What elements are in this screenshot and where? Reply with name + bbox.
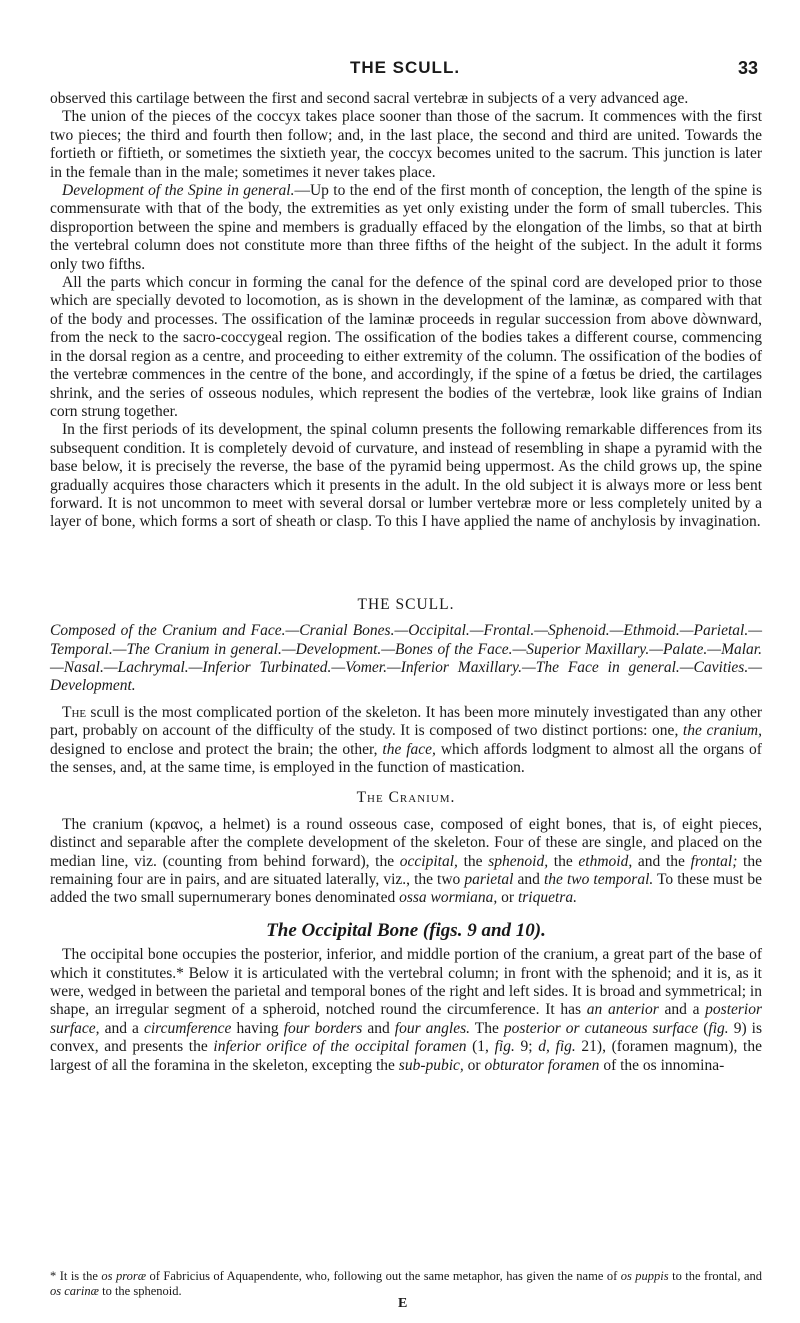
text-run: to the sphenoid. <box>98 1283 182 1298</box>
text-run: the remaining four are in pairs, and are situated laterally, viz., the two <box>50 852 762 889</box>
text-run: to the frontal, and <box>668 1269 762 1283</box>
italic-term: posterior surface, <box>50 1001 762 1037</box>
italic-term: os carinæ <box>50 1283 99 1298</box>
italic-term: parietal <box>464 871 514 889</box>
text-run: the <box>548 852 579 870</box>
italic-term: fig. <box>555 1038 576 1056</box>
italic-term: occipital, <box>399 852 458 870</box>
text-run: 21), (foramen magnum), the largest of all the foramina in the skeleton, excepting the <box>50 1038 762 1074</box>
italic-term: sphenoid, <box>488 852 549 870</box>
paragraph-continuation: observed this cartilage between the first and second sacral vertebræ in subjects of a very advanced age. <box>50 90 689 107</box>
italic-term: the cranium, <box>682 722 762 740</box>
text-run: scull is the most complicated portion of the skeleton. It has been more minutely investigated than any other part, probably on account of the difficulty of the study. It is composed of two distinct portions: one, <box>50 703 762 740</box>
italic-term: d, <box>538 1038 550 1056</box>
paragraph-early-periods: In the first periods of its development, the spinal column presents the following remarkable differences from its subsequent condition. It is completely devoid of curvature, and instead of resembling in shape a pyramid with the base below, it is precisely the reverse, the base of the pyramid being uppermost. As the child grows up, the spine gradually acquires those characters which it presents in the adult. In the old subject it is always more or less bent forward. It is not uncommon to meet with several dorsal or lumber vertebræ more or less completely united by a layer of bone, which forms a sort of sheath or clasp. To this I have applied the name of anchylosis by invagination. <box>50 421 762 531</box>
italic-term: sub-pubic, <box>398 1056 464 1074</box>
text-run: of Fabricius of Aquapendente, who, following out the same metaphor, has given the name of <box>146 1269 621 1283</box>
paragraph-lead-italic: Development of the Spine in general. <box>62 182 295 200</box>
italic-term: fig. <box>708 1019 729 1037</box>
text-run: The occipital bone occupies the posterior, inferior, and middle portion of the cranium, a great part of the base of which it constitutes.* Below it is articulated with the vertebral column; in front with the sphenoid; and it is, as it were, wedged in between the parietal and temporal bones of the right and left sides. It is broad and symmetrical; in shape, an irregular segment of a spheroid, notched round the circumference. It has <box>50 946 762 1019</box>
text-run: and a <box>99 1019 144 1037</box>
text-run: and a <box>658 1001 706 1019</box>
italic-term: fig. <box>494 1038 515 1056</box>
sub-heading-cranium: The Cranium. <box>356 789 456 807</box>
bone-heading-occipital <box>50 919 762 941</box>
text-run: The <box>470 1019 504 1037</box>
italic-term: triquetra. <box>517 889 577 907</box>
paragraph-ossification: All the parts which concur in forming the canal for the defence of the spinal cord are developed prior to those which are specially devoted to locomotion, as is shown in the development of the laminæ, as compared with that of the body and processes. The ossification of the laminæ proceeds in regular succession from above dòwnward, from the neck to the sacro-coccygeal region. The ossification of the bodies takes a different course, commencing in the dorsal region as a centre, and proceeding to either extremity of the column. The ossification of the bodies of the vertebræ commences in the centre of the bone, and accordingly, if the spine of a fœtus be dried, the cartilages shrink, and the series of osseous nodules, which represent the bodies of the vertebræ, look like grains of Indian corn strung together. <box>50 274 762 420</box>
text-run: and <box>362 1019 395 1037</box>
text-run: which affords lodgment to almost all the organs of the senses, and, at the same time, is employed in the function of mastication. <box>50 740 762 776</box>
text-run: and <box>513 871 544 889</box>
section-title-scull: THE SCULL. <box>357 595 455 613</box>
text-run: the <box>457 852 489 870</box>
paragraph-occipital <box>50 946 762 1075</box>
footnote <box>50 1269 762 1298</box>
section-contents: Composed of the Cranium and Face.—Cranial Bones.—Occipital.—Frontal.—Sphenoid.—Ethmoid.—Parietal.—Temporal.—The Cranium in general.—Development.—Bones of the Face.—Superior Maxillary.—Palate.—Malar.—Nasal.—Lachrymal.—Inferior Turbinated.—Vomer.—Inferior Maxillary.—The Face in general.—Cavities.—Development. <box>50 622 762 695</box>
italic-term: circumference <box>143 1019 232 1037</box>
italic-term: four angles. <box>394 1019 470 1037</box>
text-run: designed to enclose and protect the brain; the other, <box>50 740 383 758</box>
text-run: 9; <box>514 1038 539 1056</box>
text-run: having <box>231 1019 284 1037</box>
paragraph-spine-development <box>50 182 762 274</box>
italic-term: obturator foramen <box>484 1056 600 1074</box>
paragraph-cranium <box>50 816 762 908</box>
paragraph-coccyx-union: The union of the pieces of the coccyx takes place sooner than those of the sacrum. It commences with the first two pieces; the third and fourth then follow; and, in the last place, the second and third are united. Towards the fortieth or fiftieth, or sometimes the sixtieth year, the coccyx becomes united to the sacrum. This junction is later in the female than in the male; sometimes it never takes place. <box>50 108 762 181</box>
italic-term: ossa wormiana, <box>399 889 498 907</box>
text-run: The cranium (κρανος, a helmet) is a round osseous case, composed of eight bones, that is, of eight pieces, distinct and separable after the complete development of the skeleton. Four of these are single, and placed on the median line, viz. (counting from behind forward), the <box>50 815 762 870</box>
heading-figs: figs. <box>429 919 463 941</box>
smallcaps-lead: The <box>62 703 87 721</box>
text-run: of the os innomina- <box>599 1056 725 1074</box>
running-title: THE SCULL. <box>349 58 461 77</box>
paragraph-text: —Up to the end of the first month of conception, the length of the spine is commensurate with that of the body, the extremities as yet only existing under the form of small tubercles. This disproportion between the spine and members is gradually effaced by the elongation of the limbs, so that at birth the vertebral column does not constitute more than three fifths of the height of the subject. In the adult it forms only two fifths. <box>50 182 762 273</box>
italic-term: the face, <box>382 740 436 758</box>
italic-term: ethmoid, <box>578 852 633 870</box>
text-run: To these must be added the two small supernumerary bones denominated <box>50 871 762 907</box>
text-run: (1, <box>466 1038 495 1056</box>
running-head <box>52 58 758 82</box>
text-run: or <box>497 889 518 907</box>
italic-term: an anterior <box>586 1001 659 1019</box>
italic-term: the two temporal. <box>543 871 654 889</box>
text-run: and the <box>632 852 691 870</box>
body-text <box>50 90 762 1075</box>
paragraph-scull-intro <box>50 704 762 778</box>
text-run: ( <box>698 1019 709 1037</box>
italic-term: os puppis <box>620 1269 669 1283</box>
italic-term: inferior orifice of the occipital foramen <box>213 1038 467 1056</box>
italic-term: os proræ <box>101 1269 147 1283</box>
italic-term: posterior or cutaneous surface <box>503 1019 699 1037</box>
text-run: 9) is convex, and presents the <box>50 1019 762 1056</box>
text-run: or <box>463 1056 485 1074</box>
heading-text: The Occipital Bone ( <box>266 919 430 941</box>
heading-text: 9 and 10). <box>462 919 546 941</box>
italic-term: four borders <box>283 1019 363 1037</box>
text-run: * It is the <box>50 1269 102 1283</box>
signature-mark: E <box>398 1296 408 1311</box>
page-number: 33 <box>737 58 758 78</box>
italic-term: frontal; <box>690 852 738 870</box>
